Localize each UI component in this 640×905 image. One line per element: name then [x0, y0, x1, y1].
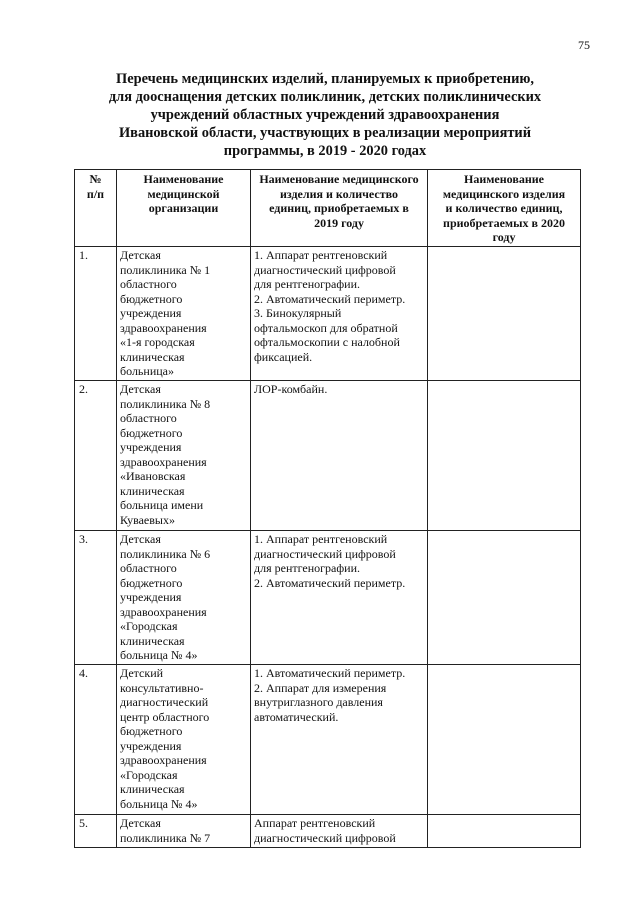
- cell-line: медицинской: [147, 186, 220, 201]
- cell-line: для рентгенографии.: [254, 277, 360, 291]
- row-items-2020: [428, 381, 581, 531]
- cell-line: 2. Автоматический периметр.: [254, 575, 406, 590]
- row-items-2019: [251, 381, 428, 531]
- cell-line: поликлиника № 8: [120, 396, 211, 411]
- header-row: [75, 170, 581, 247]
- cell-line: 1. Аппарат рентгеновский: [254, 532, 388, 546]
- cell-line: Детская: [120, 532, 161, 546]
- header-items-2020: [428, 170, 581, 247]
- row-items-2019: [251, 815, 428, 848]
- cell-line: 1. Аппарат рентгеновский: [254, 248, 388, 262]
- table-row: [75, 247, 581, 381]
- header-items-2019: [251, 170, 428, 247]
- cell-line: диагностический цифровой: [254, 262, 396, 277]
- cell-line: учреждения: [120, 440, 182, 454]
- row-number: 3.: [75, 531, 117, 665]
- cell-line: диагностический: [120, 695, 209, 709]
- cell-line: центр областного: [120, 709, 210, 724]
- cell-line: Детская: [120, 816, 161, 830]
- row-items-2020: [428, 665, 581, 815]
- row-organization: [117, 381, 251, 531]
- cell-line: офтальмоскопии с налобной: [254, 335, 400, 349]
- table-header: [75, 170, 581, 247]
- equipment-table: [74, 169, 581, 848]
- cell-line: Детский: [120, 666, 164, 680]
- cell-line: организации: [148, 201, 219, 215]
- cell-line: клиническая: [120, 633, 185, 648]
- title-line: программы, в 2019 - 2020 годах: [223, 143, 427, 159]
- cell-line: Куваевых»: [120, 512, 175, 527]
- row-items-2020: [428, 247, 581, 381]
- table-row: [75, 665, 581, 815]
- cell-line: консультативно-: [120, 680, 204, 695]
- page-number: 75: [578, 38, 590, 52]
- cell-line: здравоохранения: [120, 753, 207, 767]
- cell-line: учреждения: [120, 306, 182, 320]
- cell-line: больница имени: [120, 498, 204, 512]
- cell-line: здравоохранения: [120, 320, 207, 335]
- title-line: учреждений областных учреждений здравоохранения: [150, 107, 500, 123]
- cell-line: больница»: [120, 364, 174, 378]
- row-organization: [117, 247, 251, 381]
- cell-line: п/п: [86, 186, 105, 201]
- cell-line: бюджетного: [120, 425, 183, 440]
- row-number: 1.: [75, 247, 117, 381]
- row-items-2020: [428, 531, 581, 665]
- table-row: [75, 815, 581, 848]
- cell-line: «Городская: [120, 767, 178, 782]
- cell-line: «1-я городская: [120, 335, 195, 349]
- cell-line: клиническая: [120, 483, 185, 498]
- cell-line: приобретаемых в 2020: [443, 215, 565, 230]
- cell-line: бюджетного: [120, 724, 183, 738]
- cell-line: офтальмоскоп для обратной: [254, 320, 398, 335]
- cell-line: диагностический цифровой: [254, 546, 396, 561]
- cell-line: здравоохранения: [120, 454, 207, 469]
- cell-line: диагностический цифровой: [254, 830, 396, 845]
- cell-line: фиксацией.: [254, 349, 313, 364]
- cell-line: Детская: [120, 382, 161, 396]
- cell-line: «Городская: [120, 619, 178, 633]
- cell-line: ЛОР-комбайн.: [254, 382, 328, 396]
- row-organization: [117, 815, 251, 848]
- cell-line: Наименование: [143, 172, 224, 186]
- cell-line: 2019 году: [314, 215, 364, 230]
- cell-line: «Ивановская: [120, 469, 186, 483]
- header-organization: [117, 170, 251, 247]
- cell-line: 3. Бинокулярный: [254, 306, 342, 320]
- row-number: 4.: [75, 665, 117, 815]
- title-line: Ивановской области, участвующих в реализации мероприятий: [118, 125, 532, 141]
- cell-line: больница № 4»: [120, 648, 198, 662]
- cell-line: автоматический.: [254, 709, 339, 724]
- cell-line: клиническая: [120, 349, 185, 364]
- cell-line: поликлиника № 6: [120, 546, 211, 561]
- row-number: 2.: [75, 381, 117, 531]
- header-number: [75, 170, 117, 247]
- row-items-2020: [428, 815, 581, 848]
- cell-line: поликлиника № 1: [120, 262, 211, 277]
- cell-line: изделия и количество: [279, 186, 399, 201]
- cell-line: учреждения: [120, 590, 182, 604]
- cell-line: поликлиника № 7: [120, 830, 211, 845]
- document-title: [60, 70, 590, 160]
- row-number: 5.: [75, 815, 117, 848]
- cell-line: году: [492, 230, 516, 244]
- cell-line: и количество единиц,: [445, 201, 563, 215]
- cell-line: 1. Автоматический периметр.: [254, 666, 406, 680]
- row-organization: [117, 531, 251, 665]
- cell-line: единиц, приобретаемых в: [269, 201, 409, 215]
- cell-line: учреждения: [120, 738, 182, 753]
- row-items-2019: [251, 531, 428, 665]
- table-row: [75, 531, 581, 665]
- cell-line: областного: [120, 411, 177, 425]
- cell-line: областного: [120, 277, 177, 291]
- cell-line: бюджетного: [120, 291, 183, 306]
- title-line: для дооснащения детских поликлиник, детских поликлинических: [108, 89, 542, 105]
- cell-line: внутриглазного давления: [254, 695, 383, 709]
- row-items-2019: [251, 247, 428, 381]
- cell-line: Аппарат рентгеновский: [254, 816, 376, 830]
- cell-line: 2. Аппарат для измерения: [254, 680, 387, 695]
- cell-line: Детская: [120, 248, 161, 262]
- cell-line: клиническая: [120, 782, 185, 796]
- cell-line: Наименование: [464, 172, 544, 186]
- cell-line: областного: [120, 561, 177, 575]
- title-line: Перечень медицинских изделий, планируемых к приобретению,: [116, 71, 534, 87]
- cell-line: Наименование медицинского: [259, 172, 419, 186]
- row-organization: [117, 665, 251, 815]
- row-items-2019: [251, 665, 428, 815]
- cell-line: здравоохранения: [120, 604, 207, 619]
- cell-line: №: [89, 172, 102, 186]
- cell-line: медицинского изделия: [442, 186, 566, 201]
- cell-line: бюджетного: [120, 575, 183, 590]
- cell-line: больница № 4»: [120, 796, 198, 811]
- cell-line: 2. Автоматический периметр.: [254, 291, 406, 306]
- cell-line: для рентгенографии.: [254, 561, 360, 575]
- table-row: [75, 381, 581, 531]
